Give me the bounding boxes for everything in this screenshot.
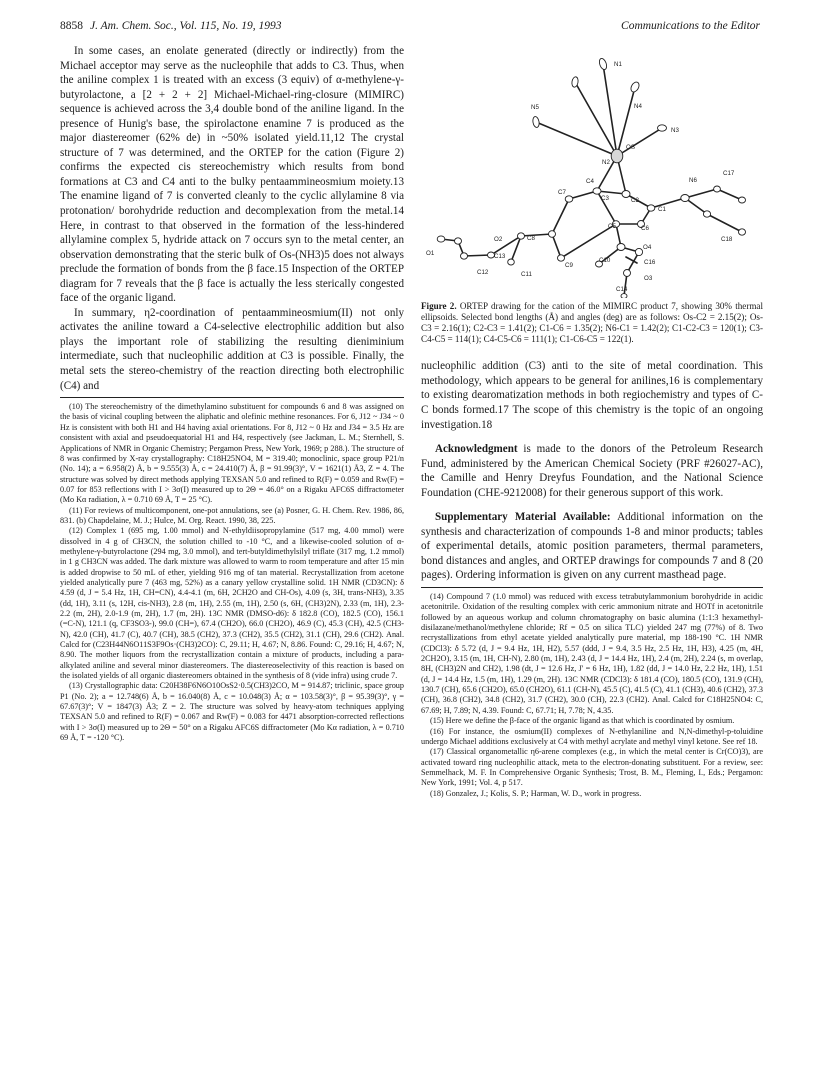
right-footnotes bbox=[421, 592, 763, 799]
figure-caption-lead: Figure 2. bbox=[421, 301, 457, 311]
supplementary-heading: Supplementary Material Available: bbox=[435, 511, 611, 524]
running-header-section: Communications to the Editor bbox=[621, 20, 760, 32]
atom-label-c13: C13 bbox=[494, 253, 506, 260]
atom-label-n2: N2 bbox=[602, 159, 610, 166]
atom-label-c2: C2 bbox=[631, 197, 639, 204]
acknowledgment-heading: Acknowledgment bbox=[435, 443, 518, 456]
atom-label-c7: C7 bbox=[558, 189, 566, 196]
acknowledgment-paragraph bbox=[421, 442, 763, 500]
atom-label-n4: N4 bbox=[634, 103, 642, 110]
figure-caption bbox=[421, 301, 763, 345]
left-column bbox=[60, 44, 404, 743]
atom-label-o2: O2 bbox=[494, 236, 503, 243]
atom-label-n1: N1 bbox=[614, 61, 622, 68]
atom-label-c16: C16 bbox=[644, 259, 656, 266]
atom-label-c9: C9 bbox=[565, 262, 573, 269]
footnote-divider bbox=[421, 587, 763, 588]
atom-label-c10: C10 bbox=[599, 257, 611, 264]
page-number: 8858 bbox=[60, 20, 83, 32]
atom-label-c14: C14 bbox=[616, 286, 628, 293]
body-paragraph: nucleophilic addition (C3) anti to the site of metal coordination. This methodology, which appears to be general for anilines,16 is complementary to existing dearomatization methods in both regiochemistry and types of C-C bonds formed.17 The scope of this chemistry is the topic of an ongoing investigation.18 bbox=[421, 360, 763, 431]
footnote-divider bbox=[60, 397, 404, 398]
footnote: (14) Compound 7 (1.0 mmol) was reduced with excess tetrabutylammonium borohydride in acidic acetonitrile. Oxidation of the resulting complex with ceric ammonium nitrate and HOTf in acetonitrile followed by an aqueous workup and column chromatography on basic alumina (1:1:3 hexamethyl-disilazane/methanol/methylene chloride; Rf = 0.5 on silica TLC) yielded 247 mg (77%) of 8. Two recrystallizations from ethyl acetate yielded analytically pure material, mp 188-190 °C. 1H NMR (CDCl3): δ 5.72 (d, J = 9.4 Hz, 1H, H2), 5.57 (ddd, J = 9.4, 3.5 Hz, 2.5 Hz, 1H, H3), 4.25 (m, 4H, 2CH2O), 3.15 (m, 1H, CH-N), 2.80 (m, 1H), 2.43 (d, J = 14.4 Hz, 1H), 2.4 (m, 2H), 2.24 (s, m overlap, 8H, (CH3)2N and CH2), 1.98 (dt, J = 12.6 Hz, J' = 6 Hz, 1H), 1.82 (dd, J = 14.0 Hz, 2.2 Hz, 1H), 1.51 (d, J = 14.4 Hz, 1.5 (m, 1H), 1.29 (m, 2H). 13C NMR (CDCl3): δ 181.4 (CO), 180.5 (CO), 131.9 (CH), 130.7 (CH), 65.6 (CH2O), 65.0 (CH2O), 61.1 (CH-N), 45.5 (C), 41.5 (C), 41.1 (CH3), 40.6 (CH2), 37.3 (CH), 36.8 (CH2), 34.8 (CH2), 31.7 (CH2), 30.0 (CH), 22.3 (CH2). Anal. Calcd for C18H25NO4: C, 67.69; H, 7.89; N, 4.39. Found: C, 67.71; H, 7.78; N, 4.35. bbox=[421, 592, 763, 715]
atom-label-n5: N5 bbox=[531, 104, 539, 111]
left-footnotes bbox=[60, 402, 404, 743]
atom-label-os: OS bbox=[626, 144, 635, 151]
right-column bbox=[421, 44, 763, 799]
footnote: (16) For instance, the osmium(II) complexes of N-ethylaniline and N,N-dimethyl-p-toluidine undergo Michael additions exclusively at C4 with methyl acrylate and methyl vinyl ketone. See ref 18. bbox=[421, 726, 763, 746]
atom-label-c8: C8 bbox=[527, 235, 535, 242]
atom-label-c1: C1 bbox=[658, 206, 666, 213]
footnote: (11) For reviews of multicomponent, one-pot annulations, see (a) Posner, G. H. Chem. Rev. 1986, 86, 831. (b) Chapdelaine, M. J.; Hulce, M. Org. React. 1990, 38, 225. bbox=[60, 505, 404, 525]
acknowledgment-text: is made to the donors of the Petroleum Research Fund, administered by the American Chemical Society (PRF #26027-AC), the Camille and Henry Dreyfus Foundation, and the National Science Foundation (CHE-9212008) for their generous support of this work. bbox=[421, 443, 763, 499]
atom-label-c12: C12 bbox=[477, 269, 489, 276]
atom-label-c18: C18 bbox=[721, 236, 733, 243]
body-paragraph: In some cases, an enolate generated (directly or indirectly) from the Michael acceptor may serve as the nucleophile that adds to C3. Thus, when the aniline complex 1 is treated with an excess (3 equiv) of α-methylene-γ-butyrolactone, a [2 + 2 + 2] Michael-Michael-ring-closure (MIMIRC) sequence is achieved across the 3,4 double bond of the aniline ligand. In the presence of Hunig's base, the spirolactone enamine 7 is produced as the major diastereomer (62% de) in ~50% isolated yield.11,12 The crystal structure of 7 was determined, and the ORTEP for the cation (Figure 2) confirms the expected cis stereochemistry which results from bond formations at C3 and C4 anti to the bulky pentaammineosmium moiety.13 The enamine ligand of 7 is converted cleanly to the cyclic allylamine 8 via protonation/ borohydride reduction and decomplexation from the metal.14 Here, in contrast to that observed in the formation of the less-hindered allylamine complex 5, hydride attack on 7 occurs syn to the metal center, an observation demonstrating that the steric bulk of Os-(NH3)5 does not always preclude the formation of bonds from the β face.15 Inspection of the ORTEP diagram for 7 reveals that the β face is actually the less sterically congested face of the organic ligand. bbox=[60, 45, 404, 305]
atom-label-o1: O1 bbox=[426, 250, 435, 257]
running-header-left bbox=[60, 20, 282, 32]
ortep-drawing bbox=[421, 44, 763, 298]
atom-label-o4: O4 bbox=[643, 244, 652, 251]
atom-label-c4: C4 bbox=[586, 178, 594, 185]
atom-label-n6: N6 bbox=[689, 177, 697, 184]
atom-label-c3: C3 bbox=[601, 195, 609, 202]
footnote: (17) Classical organometallic η6-arene complexes (e.g., in which the metal center is Cr(CO)3), are activated toward ring nucleophilic attack, meta to the electron-donating substituent. For a review, see: Semmelhack, M. F. In Comprehensive Organic Synthesis; Trost, B. M., Fleming, I., Eds.; Pergamon: New York, 1991; Vol. 4, p 517. bbox=[421, 747, 763, 788]
atom-labels bbox=[426, 61, 735, 298]
figure-caption-text: ORTEP drawing for the cation of the MIMIRC product 7, showing 30% thermal ellipsoids. Selected bond lengths (Å) and angles (deg) are as follows: Os-C2 = 2.15(2); Os-C3 = 2.16(1); C2-C3 = 1.41(2); C1-C6 = 1.35(2); N6-C1 = 1.42(2); C1-C2-C3 = 120(1); C3-C4-C5 = 114(1); C4-C5-C6 = 111(1); C1-C6-C5 = 122(1). bbox=[421, 301, 763, 345]
atom-label-o3: O3 bbox=[644, 275, 653, 282]
atom-label-c5: C5 bbox=[608, 223, 616, 230]
left-body-text bbox=[60, 44, 404, 393]
footnote: (18) Gonzalez, J.; Kolis, S. P.; Harman, W. D., work in progress. bbox=[430, 788, 642, 798]
footnote: (12) Complex 1 (695 mg, 1.00 mmol) and N-ethyldiisopropylamine (517 mg, 4.00 mmol) were dissolved in 4 g of CH3CN, the solution chilled to -10 °C, and a likewise-cooled solution of α-methylene-γ-butyrolactone (294 mg, 3.0 mmol), and tert-butyldimethylsilyl triflate (317 mg, 1.2 mmol) in 1 g CH3CN was added. The dark mixture was allowed to warm to room temperature and after 15 min is added dropwise to 50 mL of ether, yielding 916 mg of tan material. Recrystallization from acetone yielded analytically pure 7 (463 mg, 52%) as a canary yellow crystalline solid. 1H NMR (CD3CN): δ 4.59 (d, J = 5.4 Hz, 1H, CH=CN), 4.4-4.1 (m, 6H, 2CH2O and CH-Os), 4.09 (s, 3H, trans-NH3), 3.35 (dd, 1H), 3.11 (s, 12H, cis-NH3), 2.8 (m, 1H), 2.55 (m, 1H), 2.50 (s, 6H, (CH3)2N), 2.33 (m, 1H), 2.3-2.2 (m, 2H), 2.0-1.9 (m, 2H), 1.7 (m, 2H). 13C NMR (DMSO-d6): δ 182.8 (CO), 182.5 (CO), 156.1 (=C-N), 121.1 (q, CF3SO3-), 99.0 (CH=), 67.4 (CH2O), 66.0 (CH2O), 46.9 (C), 45.3 (CH), 42.5 (CH3-N), 42.0 (CH), 41.7 (C), 40.7 (CH), 38.5 (CH2), 37.3 (CH2), 35.5 (CH2), 31.1 (CH), 29.6 (CH2). Anal. Calcd for (C23H44N6O11S3F9Os·(CH3)2CO): C, 29.11; H, 4.67; N, 8.86. Found: C, 29.16; H, 4.67; N, 8.90. The mother liquors from the recrystallization contain a mixture of products, including a para-alkylated aniline and several minor diastereomers. The diastereoselectivity of this reaction is based on the isolated yields of all organic diastereomers obtained in the synthesis of 8 (vide infra) using crude 7. bbox=[60, 526, 404, 681]
footnote: (15) Here we define the β-face of the organic ligand as that which is coordinated by osmium. bbox=[430, 716, 735, 726]
atom-label-c17: C17 bbox=[723, 170, 735, 177]
supplementary-paragraph bbox=[421, 510, 763, 583]
footnote: (13) Crystallographic data: C20H38F6N6O10OsS2·0.5(CH3)2CO, M = 914.87; triclinic, space group P1 (No. 2); a = 12.748(6) Å, b = 16.040(8) Å, c = 10.048(3) Å; α = 103.58(3)°, β = 95.39(3)°, γ = 67.67(3)°; V = 1847(3) Å3; Z = 2. The structure was solved by heavy-atom techniques applying TEXSAN 5.0 and refined to R(F) = 0.067 and Rw(F) = 0.083 for 4471 absorption-corrected reflections with I > 3σ(I) measured up to 2Θ = 50° on a Rigaku AFC6S diffractometer (Mo Kα radiation, λ = 0.710 69 Å, T = -120 °C). bbox=[60, 681, 404, 743]
journal-citation: J. Am. Chem. Soc., Vol. 115, No. 19, 1993 bbox=[90, 20, 282, 32]
atom-label-c11: C11 bbox=[521, 271, 532, 278]
atom-label-n3: N3 bbox=[671, 127, 679, 134]
ortep-figure bbox=[421, 44, 763, 298]
body-paragraph: In summary, η2-coordination of pentaammineosmium(II) not only activates the aniline toward a C4-selective electrophilic addition but also plays the important role of stabilizing the resulting dieniminium intermediate, such that nucleophilic addition at C3 is possible. Finally, the metal sets the stereo-chemistry of the reaction directing both electrophilic (C4) and bbox=[60, 306, 404, 392]
supplementary-text: Additional information on the synthesis and characterization of compounds 1-8 and minor products; tables of experimental details, atomic position parameters, thermal parameters, bond distances and angles, and ORTEP drawings for compounds 7 and 8 (20 pages). Ordering information is given on any current masthead page. bbox=[421, 511, 763, 582]
footnote: (10) The stereochemistry of the dimethylamino substituent for compounds 6 and 8 was assigned on the basis of vicinal coupling between the aliphatic and olefinic methine resonances. For 6, J12 ~ J34 ~ 0 Hz is consistent with both H1 and H4 having axial orientations. For 8, J12 ~ 0 Hz and J34 = 3.5 Hz are consistent with axial and pseudoequatorial H1 and H4, respectively (see Jackman, L. M.; Sternhell, S. Applications of NMR in Organic Chemistry; Pergamon Press, New York, 1969; p 288.). The structure of 8 was confirmed by X-ray crystallography: C18H25NO4, M = 319.40; monoclinic, space group P21/n (No. 14); a = 6.958(2) Å, b = 9.555(3) Å, c = 24.410(7) Å, β = 91.99(3)°, V = 1621(1) Å3, Z = 4. The structure was solved by direct methods applying TEXSAN 5.0 and refined to R(F) = 0.059 and Rw(F) = 0.07 for 853 reflections with I > 3σ(I) measured up to 2Θ = 46.0° on a Rigaku AFC6S diffractometer (Mo Kα radiation, λ = 0.710 69 Å, T = 25 °C). bbox=[60, 402, 404, 505]
atom-label-c6: C6 bbox=[641, 225, 649, 232]
right-body-text bbox=[421, 359, 763, 583]
